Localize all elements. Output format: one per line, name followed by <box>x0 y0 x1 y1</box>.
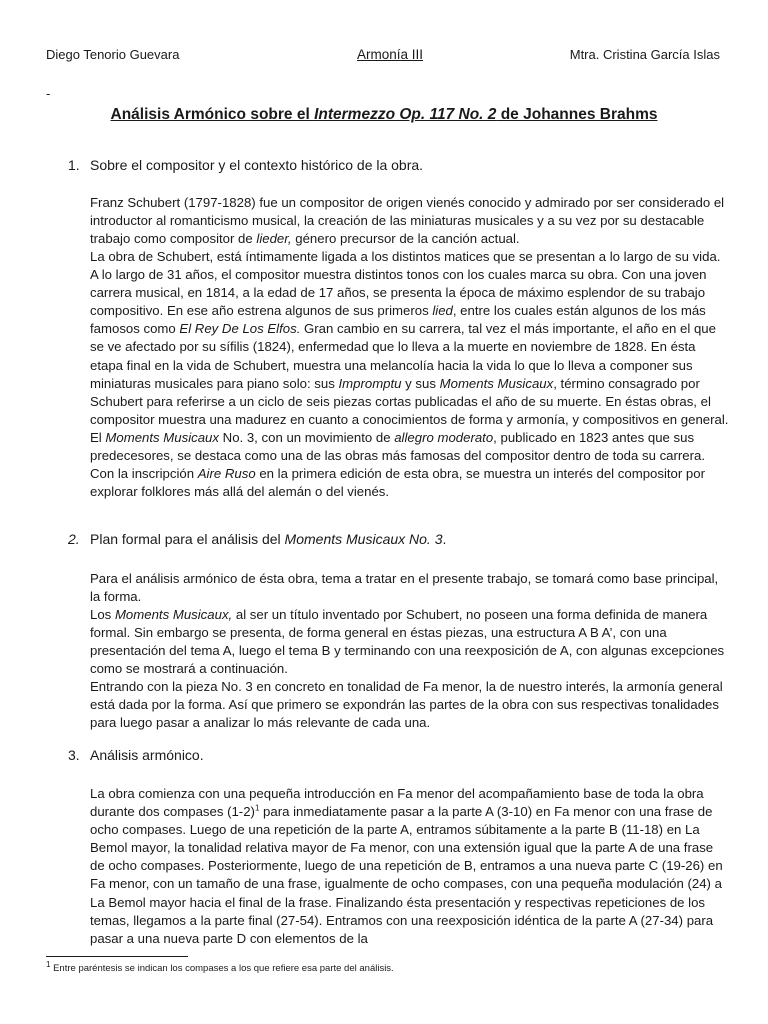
section-heading-text <box>90 531 446 547</box>
title-suffix: de Johannes Brahms <box>496 106 658 123</box>
italic-text-run: El Rey De Los Elfos. <box>179 321 301 337</box>
text-run: No. 3, con un movimiento de <box>219 429 395 445</box>
section-2-heading <box>68 531 446 547</box>
page-header <box>46 47 720 67</box>
section-2-paragraph-1 <box>90 570 730 606</box>
student-name: Diego Tenorio Guevara <box>46 47 180 62</box>
section-1-paragraph-1 <box>90 194 730 248</box>
text-run: al ser un título inventado por Schubert, no poseen una forma definida de manera formal. Sin embargo se presenta, de forma general en éstas piezas, una estructura A B A’, con una presentación del tema A, luego el tema B y terminando con una reexposición de A, con algunas excepciones como se mostrará a continuación. <box>90 607 725 677</box>
title-prefix: Análisis Armónico sobre el <box>110 106 315 123</box>
italic-text-run: Moments Musicaux <box>439 375 554 391</box>
section-2-paragraph-2 <box>90 606 730 678</box>
text-run: Los <box>90 607 115 622</box>
footnote <box>46 959 394 974</box>
text-run: . <box>442 531 447 547</box>
text-run: Para el análisis armónico de ésta obra, tema a tratar en el presente trabajo, se tomará como base principal, la forma. <box>90 571 719 605</box>
text-run: Gran cambio en su carrera, tal vez el más importante, el año en el que se ve afectado por su sífilis (1824), enfermedad que lo lleva a la muerte en noviembre de 1828. En ésta etapa final en la vida de Schubert, muestra una melancolía hacia la vida lo que lo lleva a componer sus miniaturas musicales para piano solo: sus <box>90 321 716 391</box>
italic-text-run: Aire Ruso <box>197 466 256 482</box>
text-run: para inmediatamente pasar a la parte A (3-10) en Fa menor con una frase de ocho compases. Luego de una repetición de la parte A, entramos súbitamente a la parte B (11-18) en La Bemol mayor, la tonalidad relativa mayor de Fa menor, con una extensión igual que la parte A de una frase de ocho compases. Posteriormente, luego de una repetición de B, entramos a una nueva parte C (19-26) en Fa menor, con un tamaño de una frase, igualmente de ocho compases, con una pequeña modulación (24) a La Bemol mayor hacia el final de la frase. Finalizando ésta presentación y respectivas repeticiones de los temas, llegamos a la parte final (27-54). Entramos con una reexposición idéntica de la parte A (27-34) para pasar a una nueva parte D con elementos de la <box>90 804 723 946</box>
italic-text-run: lied <box>432 303 453 319</box>
section-3-heading <box>68 747 204 763</box>
text-run: en la primera edición de esta obra, se muestra un interés del compositor por explorar folklores más allá del alemán o del vienés. <box>90 466 705 500</box>
section-number: 1. <box>68 157 80 173</box>
section-1-paragraph-2 <box>90 248 730 501</box>
footnote-separator <box>46 956 188 957</box>
section-number: 2. <box>68 531 80 547</box>
title-work: Intermezzo Op. 117 No. 2 <box>314 106 497 123</box>
teacher-name: Mtra. Cristina García Islas <box>569 47 720 62</box>
text-run: Plan formal para el análisis del <box>90 531 285 547</box>
text-run: Franz Schubert (1797-1828) fue un compositor de origen vienés conocido y admirado por ser considerado el introductor al romanticismo musical, la creación de las miniaturas musicales y a su vez por su destacable trabajo como compositor de <box>90 195 725 247</box>
footnote-reference: 1 <box>254 803 260 813</box>
text-run: y sus <box>401 375 440 391</box>
italic-text-run: Moments Musicaux <box>105 429 219 445</box>
header-dash-mark: - <box>46 86 51 101</box>
italic-text-run: Moments Musicaux No. 3 <box>284 531 443 547</box>
text-run: , entre los cuales están algunos de los más famosos como <box>90 303 706 337</box>
italic-text-run: Impromptu <box>338 375 402 391</box>
section-1-heading <box>68 157 423 173</box>
course-name: Armonía III <box>357 47 424 62</box>
section-2-paragraph-3 <box>90 678 730 732</box>
text-run: , publicado en 1823 antes que sus predecesores, se destaca como una de las obras más famosas del compositor dentro de toda su carrera. Con la inscripción <box>90 429 706 482</box>
italic-text-run: allegro moderato <box>394 429 494 445</box>
section-3-paragraph-1 <box>90 785 730 948</box>
text-run: género precursor de la canción actual. <box>291 231 520 247</box>
section-heading-text: Sobre el compositor y el contexto histórico de la obra. <box>90 157 424 173</box>
section-number: 3. <box>68 747 80 763</box>
text-run: La obra de Schubert, está íntimamente ligada a los distintos matices que se presentan a lo largo de su vida. A lo largo de 31 años, el compositor muestra distintos tonos con los cuales marca su obra. Con una joven carrera musical, en 1814, a la edad de 17 años, se presenta la época de máximo esplendor de su trabajo compositivo. En ese año estrena algunos de sus primeros <box>90 249 721 319</box>
section-heading-text: Análisis armónico. <box>90 747 204 763</box>
footnote-text: Entre paréntesis se indican los compases a los que refiere esa parte del análisis. <box>50 963 394 974</box>
italic-text-run: Moments Musicaux, <box>114 607 233 622</box>
text-run: Entrando con la pieza No. 3 en concreto en tonalidad de Fa menor, la de nuestro interés, la armonía general está dada por la forma. Así que primero se expondrán las partes de la obra con sus respectivas tonalidades para luego pasar a analizar lo más relevante de cada una. <box>90 679 723 731</box>
text-run: , término consagrado por Schubert para referirse a un ciclo de seis piezas cortas publicadas el año de su muerte. En éstas obras, el compositor muestra una madurez en cuanto a conocimientos de forma y armonía, y compositivos en general. El <box>90 375 729 445</box>
text-run: La obra comienza con una pequeña introducción en Fa menor del acompañamiento base de toda la obra durante dos compases (1-2) <box>90 786 704 820</box>
italic-text-run: lieder, <box>256 231 292 247</box>
footnote-mark: 1 <box>46 959 51 969</box>
document-title <box>0 106 768 124</box>
